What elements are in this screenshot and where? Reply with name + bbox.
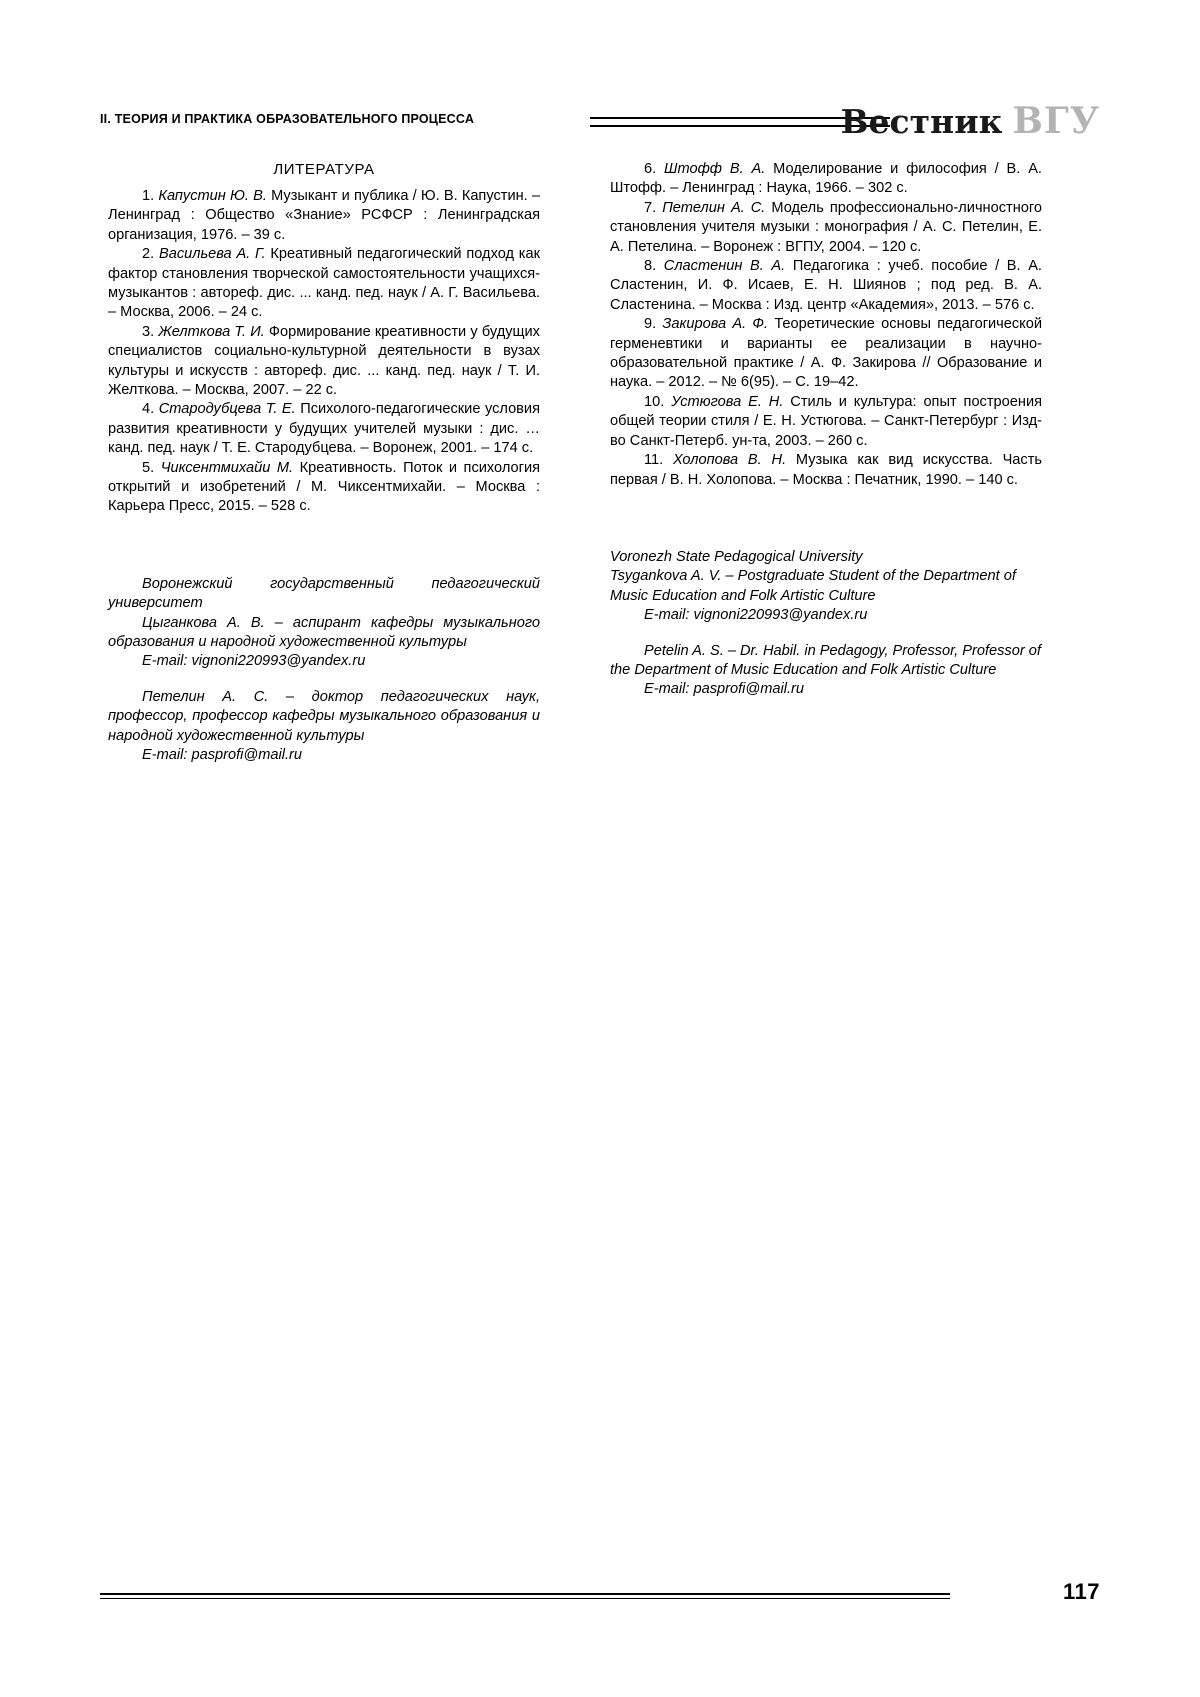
reference-text: Модель профессионально-личностного становления учителя музыки : монография / А. С. Петелин, Е. А. Петелина. – Воронеж : ВГПУ, 2004. – 120 с.: [610, 199, 1043, 255]
reference-text: Моделирование и философия / В. А. Штофф. – Ленинград : Наука, 1966. – 302 с.: [610, 161, 1042, 197]
reference-item: [108, 323, 540, 401]
reference-author: Желткова Т. И.: [158, 323, 265, 340]
reference-text: Стиль и культура: опыт построения общей теории стиля / Е. Н. Устюгова. – Санкт-Петербург : Изд-во Санкт-Петерб. ун-та, 2003. – 260 с.: [610, 393, 1042, 449]
reference-author: Устюгова Е. Н.: [671, 393, 784, 410]
reference-number: 11.: [644, 452, 674, 469]
journal-logo-main: Вестник: [840, 102, 1003, 141]
reference-number: 8.: [644, 258, 664, 275]
journal-logo-sub: ВГУ: [1012, 100, 1100, 142]
affiliation-author-1-email-en[interactable]: E-mail: vignoni220993@yandex.ru: [644, 607, 868, 624]
reference-author: Чиксентмихайи М.: [160, 459, 294, 476]
reference-text: Педагогика : учеб. пособие / В. А. Сластенин, И. Ф. Исаев, Е. Н. Шиянов ; под ред. В. А. Сластенина. – Москва : Изд. центр «Академия», 2013. – 576 с.: [610, 258, 1042, 313]
reference-text: Креативность. Поток и психология открытий и изобретений / М. Чиксентмихайи. – Москва : Карьера Пресс, 2015. – 528 с.: [108, 459, 540, 515]
reference-number: 2.: [142, 246, 159, 263]
affiliation-author-1-en: Tsygankova A. V. – Postgraduate Student of the Department of Music Education and Folk Artistic Culture: [610, 568, 1016, 604]
reference-number: 1.: [142, 187, 159, 204]
reference-author: Закирова А. Ф.: [662, 316, 769, 333]
reference-text: Теоретические основы педагогической герменевтики и варианты ее реализации в научно-образовательной практике / А. Ф. Закирова // Образование и наука. – 2012. – № 6(95). – С. 19–42.: [610, 316, 1042, 391]
affiliation-organization-en: Voronezh State Pedagogical University: [610, 548, 863, 565]
left-column: [108, 160, 540, 766]
reference-number: 3.: [142, 323, 159, 340]
reference-number: 10.: [644, 393, 672, 410]
reference-author: Капустин Ю. В.: [158, 187, 267, 204]
affiliation-author-2-email[interactable]: E-mail: pasprofi@mail.ru: [142, 747, 302, 764]
reference-item: [108, 187, 540, 245]
reference-author: Васильева А. Г.: [158, 246, 266, 263]
references-heading: ЛИТЕРАТУРА: [273, 161, 375, 178]
reference-author: Холопова В. Н.: [673, 452, 787, 469]
reference-item: [610, 257, 1042, 315]
reference-author: Сластенин В. А.: [663, 258, 786, 275]
reference-text: Музыка как вид искусства. Часть первая / В. Н. Холопова. – Москва : Печатник, 1990. – 140 с.: [610, 452, 1042, 488]
reference-item: [108, 459, 540, 517]
affiliation-russian: [108, 575, 540, 766]
affiliation-organization: Воронежский государственный педагогический университет: [108, 575, 540, 612]
reference-text: Психолого-педагогические условия развития креативности у будущих учителей музыки : дис. … канд. пед. наук / Т. Е. Стародубцева. – Воронеж, 2001. – 174 с.: [108, 401, 540, 457]
reference-item: [610, 393, 1042, 451]
reference-item: [108, 400, 540, 458]
running-head-section: II. ТЕОРИЯ И ПРАКТИКА ОБРАЗОВАТЕЛЬНОГО ПРОЦЕССА: [100, 112, 475, 126]
affiliation-spacer: [108, 672, 540, 688]
reference-item: [610, 315, 1042, 393]
reference-author: Стародубцева Т. Е.: [158, 401, 296, 418]
right-column: [610, 160, 1042, 700]
reference-text: Креативный педагогический подход как фактор становления творческой самостоятельности учащихся-музыкантов : автореф. дис. ... канд. пед. наук / А. Г. Васильева. – Москва, 2006. – 24 с.: [108, 246, 541, 321]
reference-number: 4.: [142, 401, 159, 418]
reference-item: [610, 451, 1042, 490]
reference-text: Формирование креативности у будущих специалистов социально-культурной деятельности в вузах культуры и искусств : автореф. дис. ... канд. пед. наук / Т. И. Желткова. – Москва, 2007. – 22 с.: [108, 323, 540, 398]
footer-divider-rule-thin: [100, 1598, 950, 1599]
affiliation-english: [610, 548, 1042, 700]
affiliation-author-2-email-en[interactable]: E-mail: pasprofi@mail.ru: [644, 681, 804, 698]
affiliation-spacer: [610, 626, 1042, 642]
reference-number: 6.: [644, 161, 665, 177]
page-footer: [100, 1579, 1100, 1609]
reference-text: Музыкант и публика / Ю. В. Капустин. – Ленинград : Общество «Знание» РСФСР : Ленинградская организация, 1976. – 39 с.: [108, 187, 541, 243]
reference-author: Петелин А. С.: [662, 199, 766, 216]
journal-logo: [841, 100, 1100, 142]
reference-number: 7.: [644, 199, 663, 216]
reference-number: 9.: [644, 316, 663, 333]
reference-item: [610, 199, 1042, 257]
affiliation-author-2: Петелин А. С. – доктор педагогических наук, профессор, профессор кафедры музыкального образования и народной художественной культуры: [108, 688, 540, 744]
reference-number: 5.: [142, 459, 161, 476]
reference-item: [108, 245, 540, 323]
page-number: 117: [1063, 1579, 1100, 1604]
reference-item: [610, 160, 1042, 199]
affiliation-author-2-en: Petelin A. S. – Dr. Habil. in Pedagogy, Professor, Professor of the Department of Music Education and Folk Artistic Culture: [610, 642, 1041, 678]
affiliation-author-1: Цыганкова А. В. – аспирант кафедры музыкального образования и народной художественной культуры: [108, 614, 540, 651]
affiliation-author-1-email[interactable]: E-mail: vignoni220993@yandex.ru: [142, 653, 366, 670]
page-header: [100, 100, 1100, 144]
footer-divider-rule: [100, 1593, 950, 1595]
reference-author: Штофф В. А.: [664, 161, 766, 177]
